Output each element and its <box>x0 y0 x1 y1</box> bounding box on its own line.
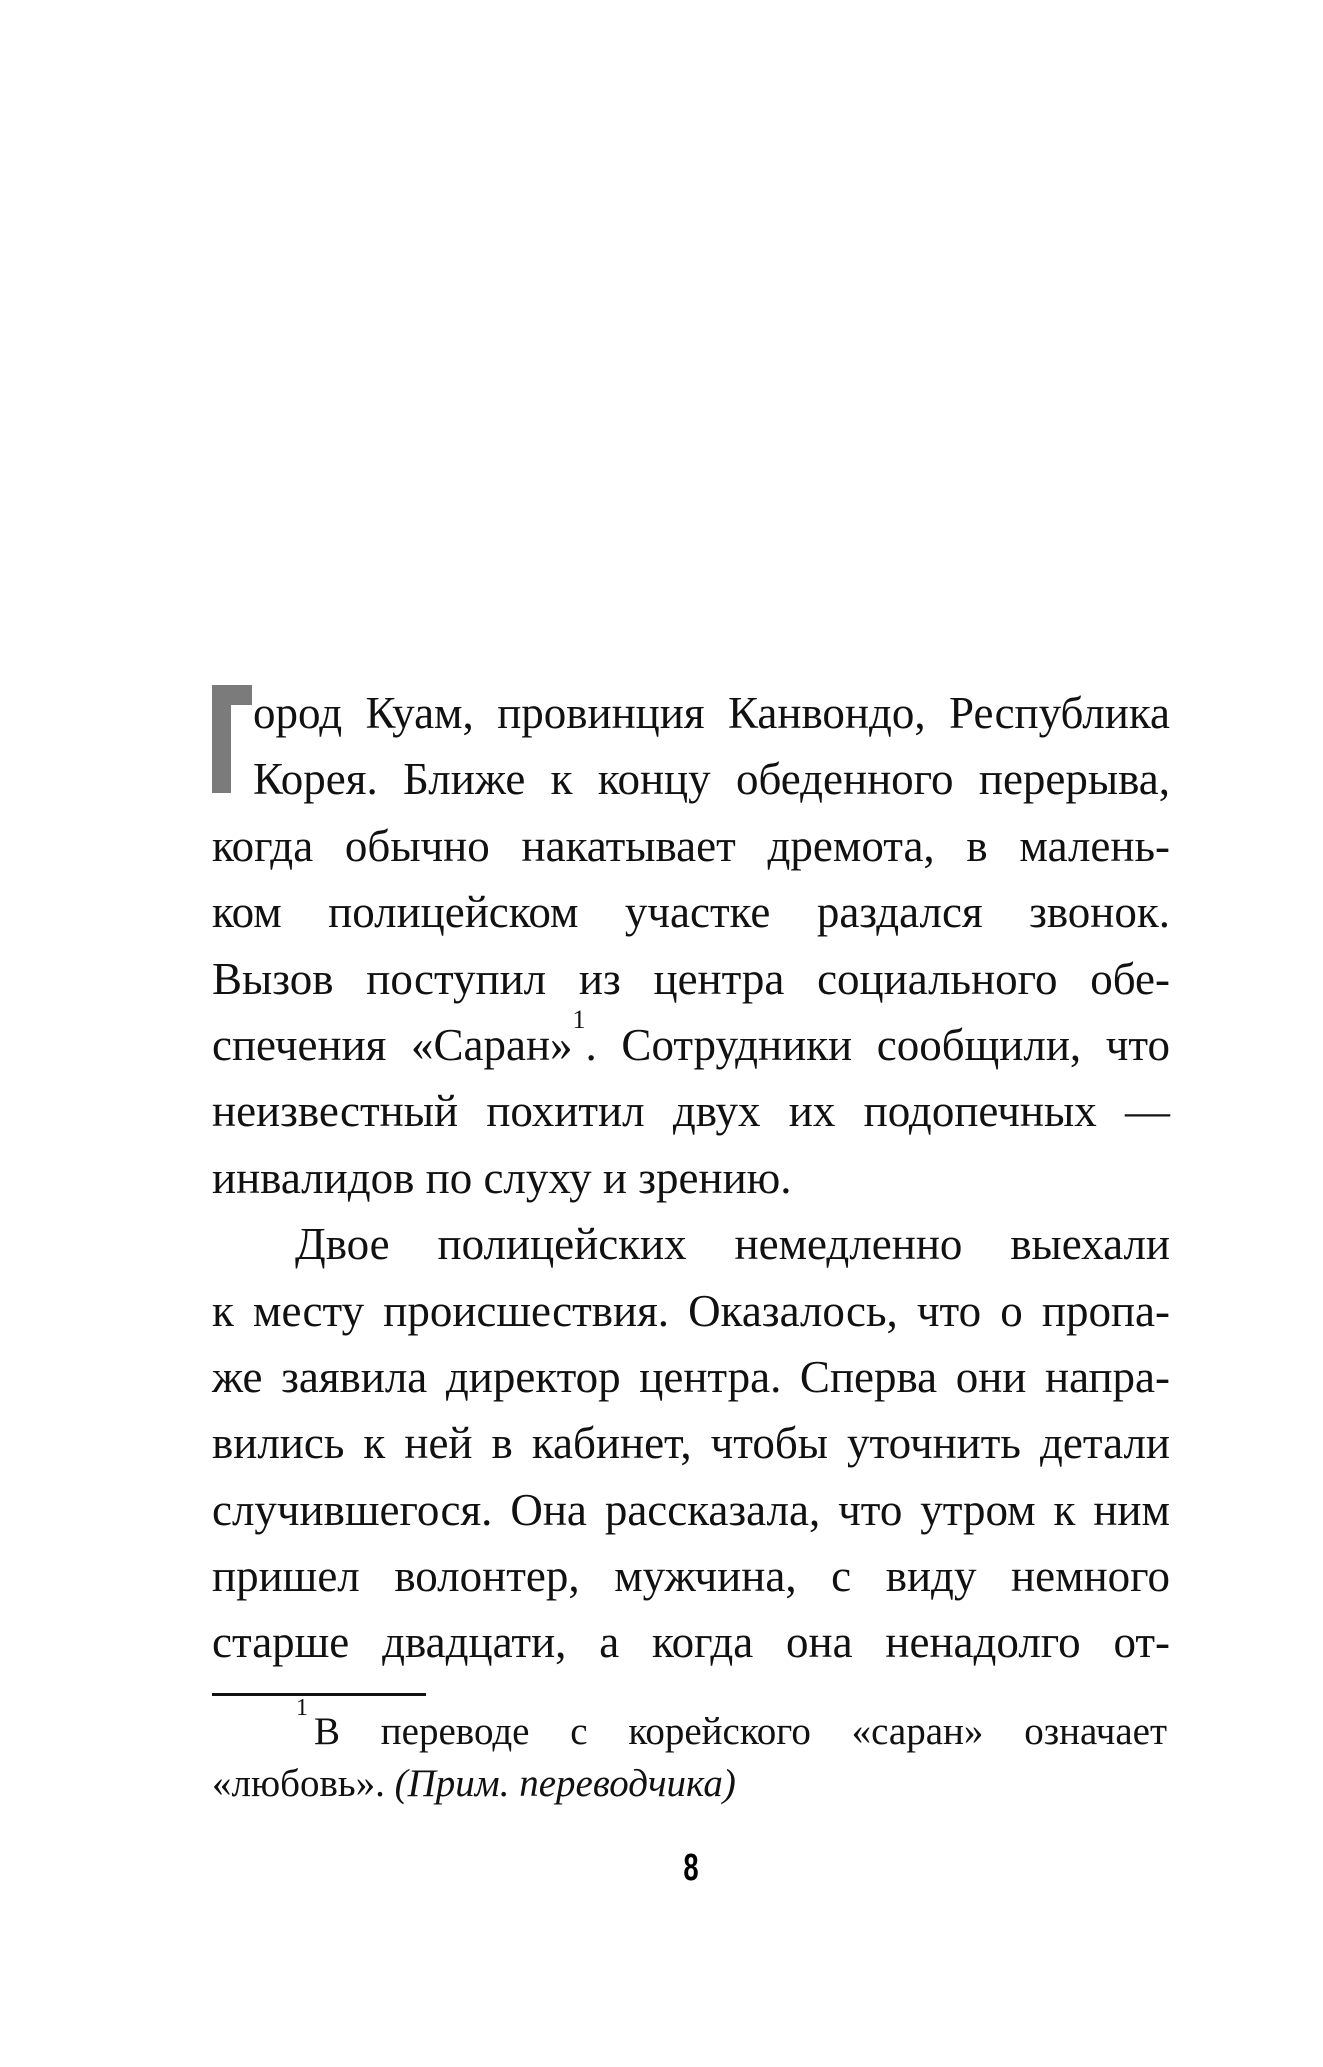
footnote-line <box>212 1758 1167 1810</box>
footnote-line <box>212 1695 1167 1758</box>
footnote-text: В переводе с корейского «саран» означает <box>314 1710 1167 1753</box>
footnote <box>212 1695 1167 1810</box>
text-line: ород Куам, провинция Канвондо, Республика <box>253 688 1170 738</box>
text-line: инвалидов по слуху и зрению. <box>212 1152 792 1203</box>
text-line: случившегося. Она рассказала, что утром к ним <box>212 1484 1170 1535</box>
text-line: же заявила директор центра. Сперва они напра- <box>212 1351 1170 1402</box>
text-line: Вызов поступил из центра социального обе- <box>212 953 1170 1004</box>
footnote-reference[interactable]: 1 <box>572 1004 586 1034</box>
text-segment: . Сотрудники сообщили, что <box>585 1019 1170 1070</box>
text-line: Двое полицейских немедленно выехали <box>295 1219 1170 1270</box>
main-text <box>212 680 1170 1676</box>
page-number: 8 <box>683 1847 699 1889</box>
text-line: пришел волонтер, мужчина, с виду немного <box>212 1551 1170 1602</box>
text-line: когда обычно накатывает дремота, в малень- <box>212 820 1170 871</box>
text-line: к месту происшествия. Оказалось, что о пропа- <box>212 1285 1170 1336</box>
text-segment: спечения «Саран» <box>212 1019 573 1070</box>
footnote-text: «любовь». <box>212 1762 395 1805</box>
text-line: Корея. Ближе к концу обеденного перерыва, <box>253 754 1170 805</box>
text-line: вились к ней в кабинет, чтобы уточнить детали <box>212 1418 1170 1469</box>
text-line: старше двадцати, а когда она ненадолго от- <box>212 1617 1170 1668</box>
footnote-mark: 1 <box>296 1695 308 1721</box>
text-line-with-footnote <box>212 1004 1170 1078</box>
footnote-separator <box>212 1693 426 1696</box>
text-line: ком полицейском участке раздался звонок. <box>212 887 1170 938</box>
text-line: неизвестный похитил двух их подопечных — <box>212 1086 1170 1137</box>
translator-note: (Прим. переводчика) <box>394 1762 736 1805</box>
